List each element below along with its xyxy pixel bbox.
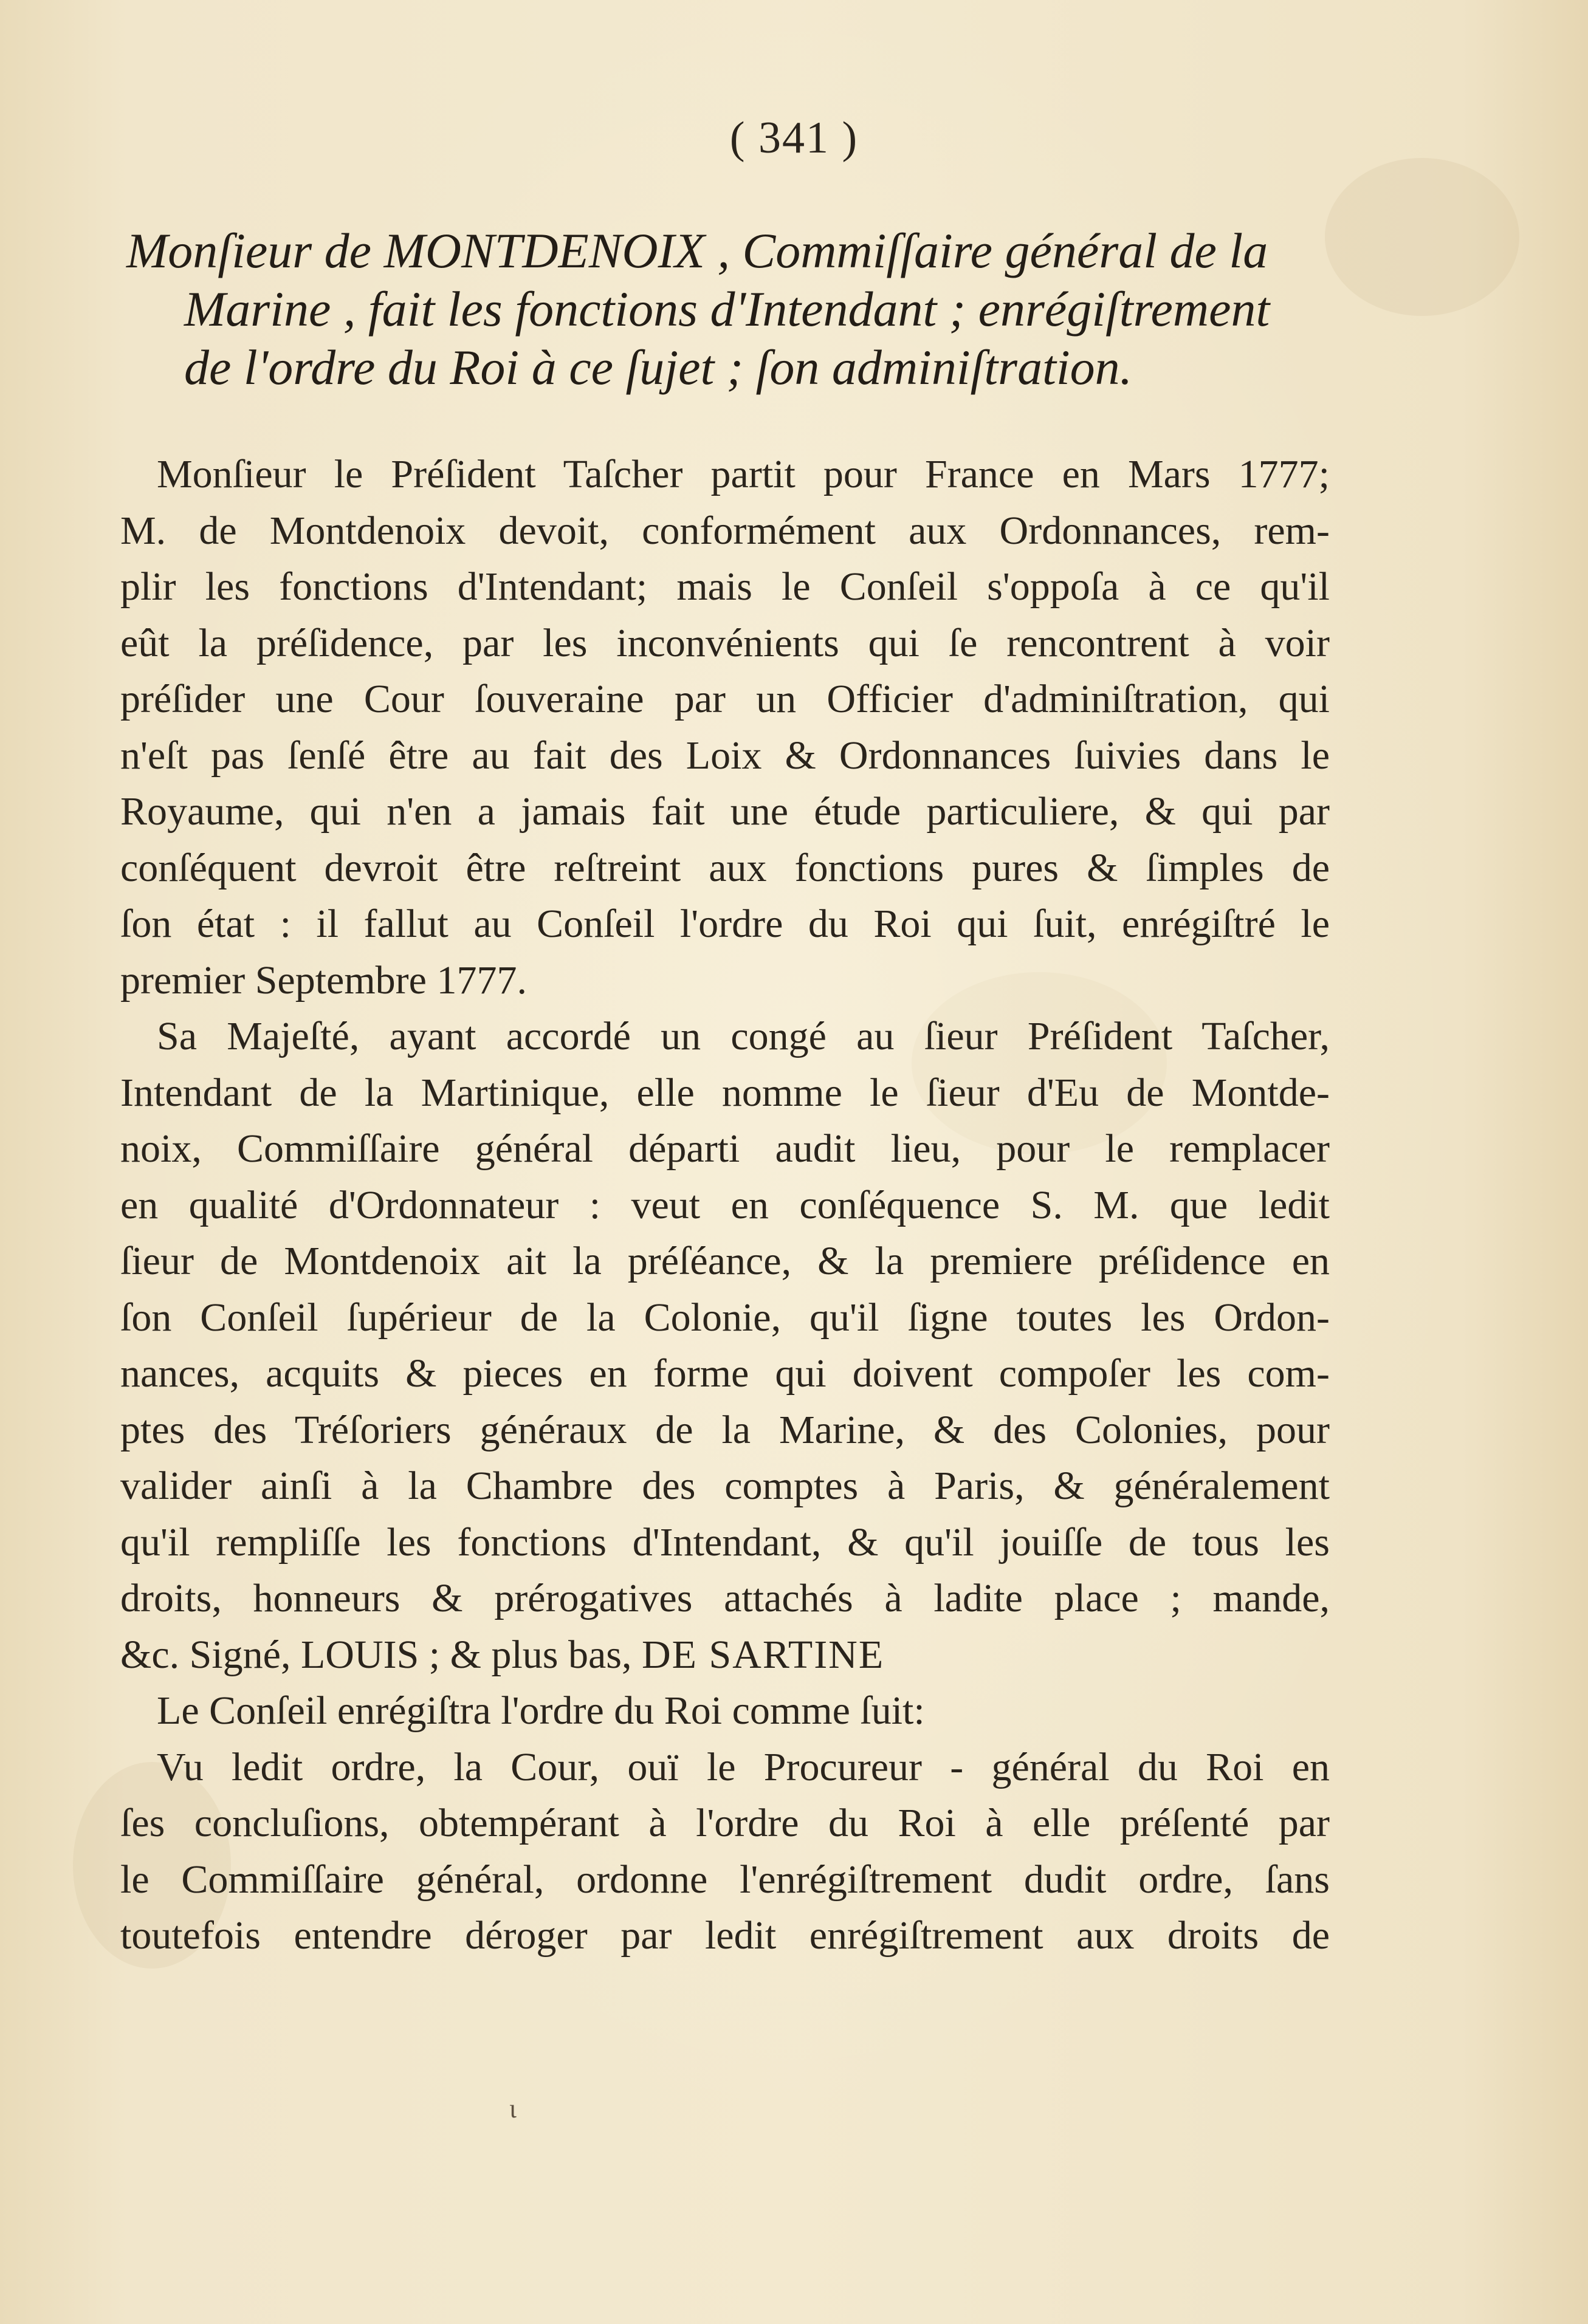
text-line: Vu ledit ordre, la Cour, ouï le Procureur - général du Roi en [157,1744,1330,1789]
text-line: ſon état : il fallut au Conſeil l'ordre du Roi qui ſuit, enrégiſtré le [120,902,1330,946]
text-line: préſider une Cour ſouveraine par un Officier d'adminiſtration, qui [120,677,1330,721]
text-line: qu'il rempliſſe les fonctions d'Intendant, & qu'il jouiſſe de tous les [120,1520,1330,1565]
text-line: noix, Commiſſaire général départi audit lieu, pour le remplacer [120,1126,1330,1171]
text-line: nances, acquits & pieces en forme qui doivent compoſer les com- [120,1351,1330,1396]
printer-mark: ɩ [509,2094,517,2123]
signature-prefix: &c. Signé, LOUIS ; & plus bas, [120,1632,632,1677]
text-line: ſon Conſeil ſupérieur de la Colonie, qu'il ſigne toutes les Ordon- [120,1295,1330,1340]
text-line: premier Septembre 1777. [120,958,527,1003]
text-line: en qualité d'Ordonnateur : veut en conſéquence S. M. que ledit [120,1182,1330,1227]
heading-line: de l'ordre du Roi à ce ſujet ; ſon adminiſtration. [184,340,1133,395]
signature-line [120,1627,1330,1684]
paper-stain [1325,158,1519,316]
text-line: ſes concluſions, obtempérant à l'ordre du Roi à elle préſenté par [120,1801,1330,1845]
text-line: Intendant de la Martinique, elle nomme le ſieur d'Eu de Montde- [120,1070,1330,1115]
text-line: droits, honneurs & prérogatives attachés à ladite place ; mande, [120,1576,1330,1620]
text-line: Le Conſeil enrégiſtra l'ordre du Roi comme ſuit: [157,1688,925,1733]
text-line: ſieur de Montdenoix ait la préſéance, & la premiere préſidence en [120,1239,1330,1283]
page-number: ( 341 ) [729,113,859,163]
body-text [120,447,1330,1964]
text-line: eût la préſidence, par les inconvénients qui ſe rencontrent à voir [120,620,1330,665]
text-line: M. de Montdenoix devoit, conformément aux Ordonnances, rem- [120,508,1330,553]
text-line: plir les fonctions d'Intendant; mais le Conſeil s'oppoſa à ce qu'il [120,564,1330,609]
text-line: valider ainſi à la Chambre des comptes à Paris, & généralement [120,1464,1330,1508]
text-line: toutefois entendre déroger par ledit enrégiſtrement aux droits de [120,1913,1330,1958]
text-line: Royaume, qui n'en a jamais fait une étude particuliere, & qui par [120,789,1330,834]
text-line: Monſieur le Préſident Taſcher partit pour France en Mars 1777; [157,452,1330,496]
text-line: ptes des Tréſoriers généraux de la Marine, & des Colonies, pour [120,1407,1330,1452]
section-heading [126,222,1342,397]
text-line: conſéquent devroit être reſtreint aux fonctions pures & ſimples de [120,845,1330,890]
signature-name: DE SARTINE [641,1632,885,1677]
text-line: le Commiſſaire général, ordonne l'enrégiſtrement dudit ordre, ſans [120,1857,1330,1902]
heading-line: Marine , fait les fonctions d'Intendant ; enrégiſtrement [184,281,1270,337]
text-line: n'eſt pas ſenſé être au fait des Loix & Ordonnances ſuivies dans le [120,733,1330,778]
heading-line: Monſieur de MONTDENOIX , Commiſſaire général de la [126,223,1268,278]
text-line: Sa Majeſté, ayant accordé un congé au ſieur Préſident Taſcher, [157,1014,1330,1058]
